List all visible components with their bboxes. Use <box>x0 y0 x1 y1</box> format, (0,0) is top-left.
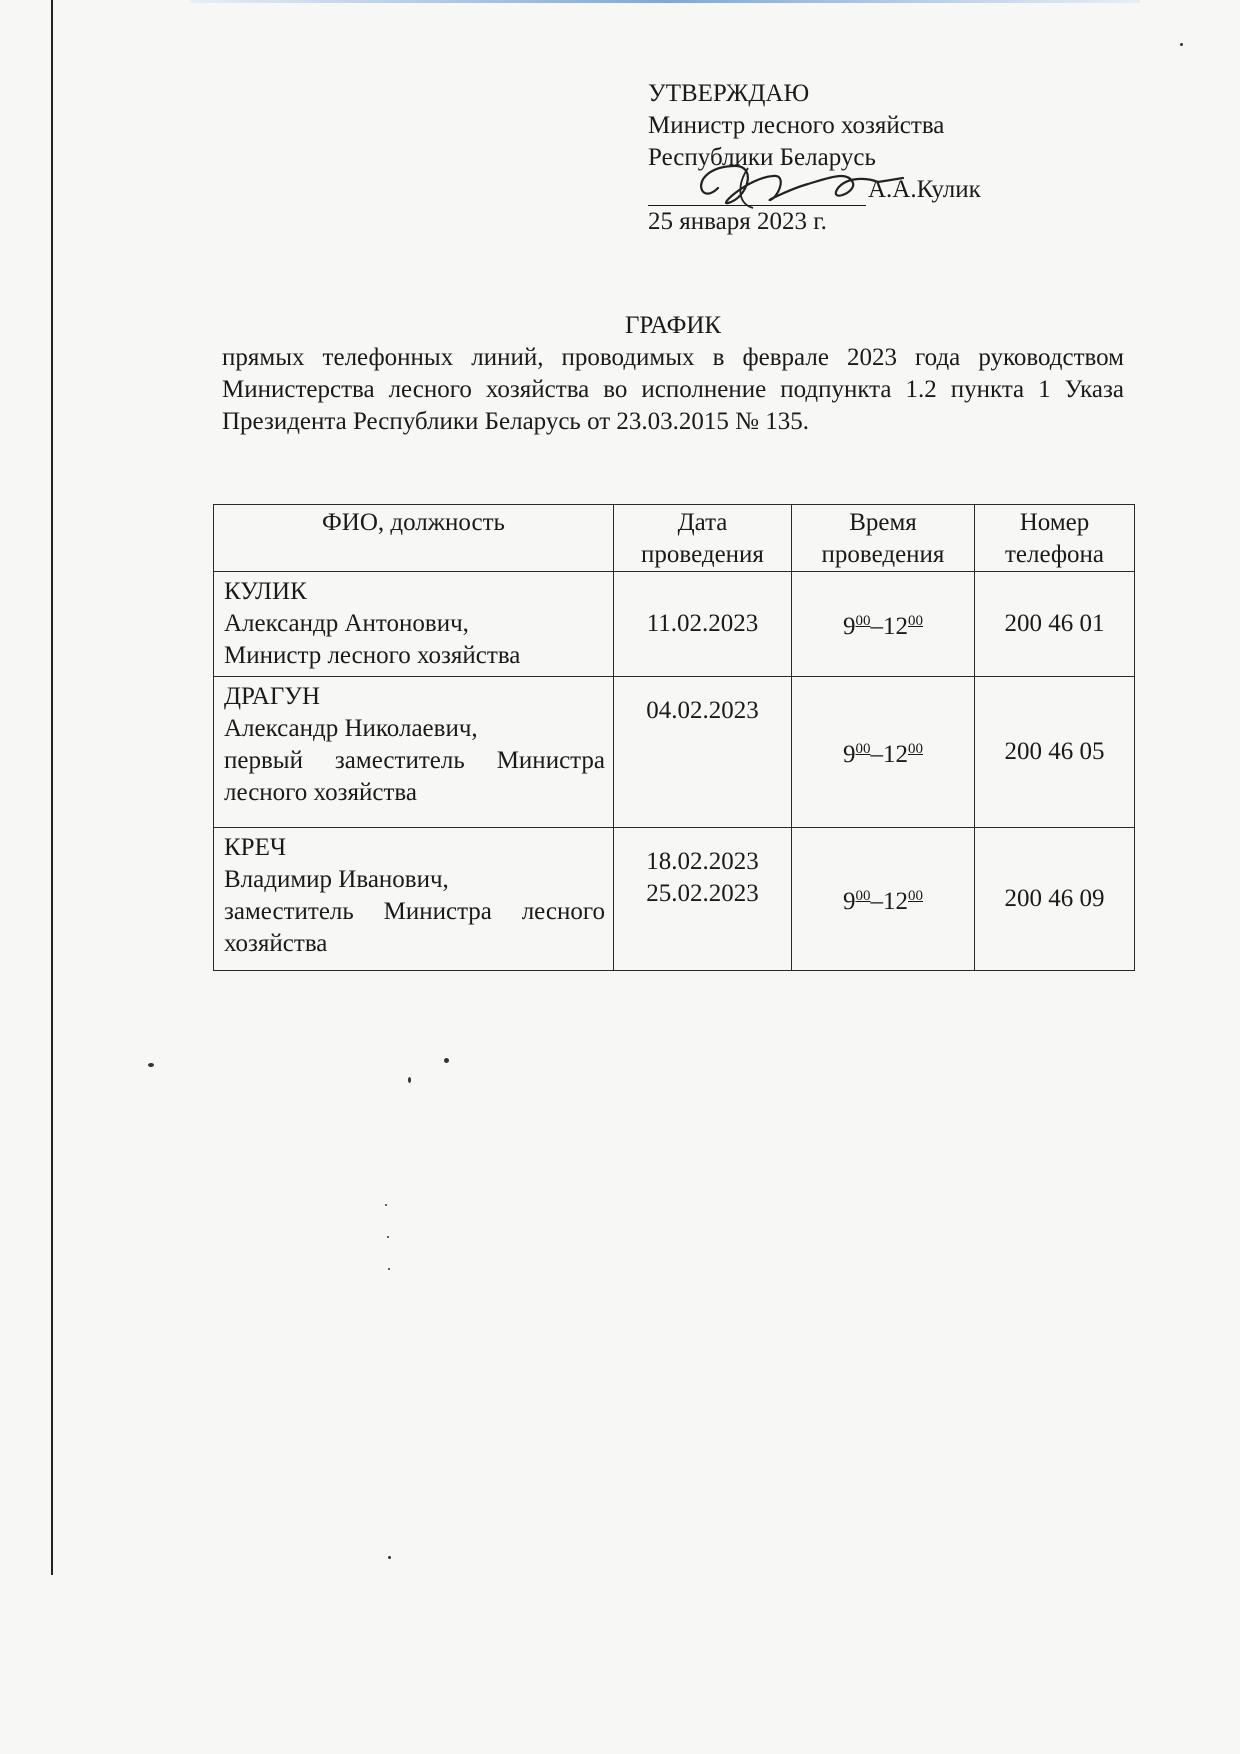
scan-left-edge <box>51 0 53 1575</box>
cell-phone: 200 46 09 <box>975 828 1135 971</box>
signature-row <box>648 174 981 206</box>
cell-phone: 200 46 01 <box>975 572 1135 677</box>
cell-name: ДРАГУН Александр Николаевич, первый заместитель Министра лесного хозяйства <box>214 677 614 828</box>
scan-speck <box>408 1077 411 1083</box>
table-header-row <box>214 505 1135 572</box>
cell-date: 18.02.2023 25.02.2023 <box>614 828 792 971</box>
scan-speck <box>388 1556 391 1559</box>
scan-top-edge <box>190 0 1140 3</box>
cell-time: $9^{00}-12^{00}$ <box>792 677 975 828</box>
cell-time: $9^{00}-12^{00}$ <box>792 572 975 677</box>
cell-date: 11.02.2023 <box>614 572 792 677</box>
approval-signer: А.А.Кулик <box>868 176 981 203</box>
cell-phone: 200 46 05 <box>975 677 1135 828</box>
document-title: ГРАФИК <box>624 312 722 339</box>
scan-speck <box>388 1268 390 1270</box>
cell-name: КРЕЧ Владимир Иванович, заместитель Министра лесного хозяйства <box>214 828 614 971</box>
header-name: ФИО, должность <box>214 505 614 572</box>
approval-date: 25 января 2023 г. <box>648 208 827 235</box>
table-row <box>214 828 1135 971</box>
scan-speck <box>387 1236 389 1238</box>
scan-speck <box>148 1063 154 1067</box>
approval-block <box>648 78 981 238</box>
header-time: Время проведения <box>792 505 975 572</box>
approval-position-line1: Министр лесного хозяйства <box>648 112 945 139</box>
header-date: Дата проведения <box>614 505 792 572</box>
table-row <box>214 572 1135 677</box>
header-phone: Номер телефона <box>975 505 1135 572</box>
approval-heading: УТВЕРЖДАЮ <box>648 80 810 107</box>
table-row <box>214 677 1135 828</box>
scan-speck <box>385 1204 387 1206</box>
document-subtitle: прямых телефонных линий, проводимых в феврале 2023 года руководством Министерства лесного хозяйства во исполнение подпункта 1.2 пункта 1 Указа Президента Республики Беларусь от 23.03.2015 № 135. <box>222 344 1124 435</box>
cell-date: 04.02.2023 <box>614 677 792 828</box>
handwritten-signature <box>678 148 918 218</box>
cell-name: КУЛИК Александр Антонович, Министр лесного хозяйства <box>214 572 614 677</box>
scan-speck <box>1180 43 1183 46</box>
schedule-table <box>213 504 1135 971</box>
title-block <box>222 310 1124 438</box>
cell-time: $9^{00}-12^{00}$ <box>792 828 975 971</box>
approval-position-line2: Республики Беларусь <box>648 144 876 171</box>
scan-speck <box>444 1058 449 1063</box>
